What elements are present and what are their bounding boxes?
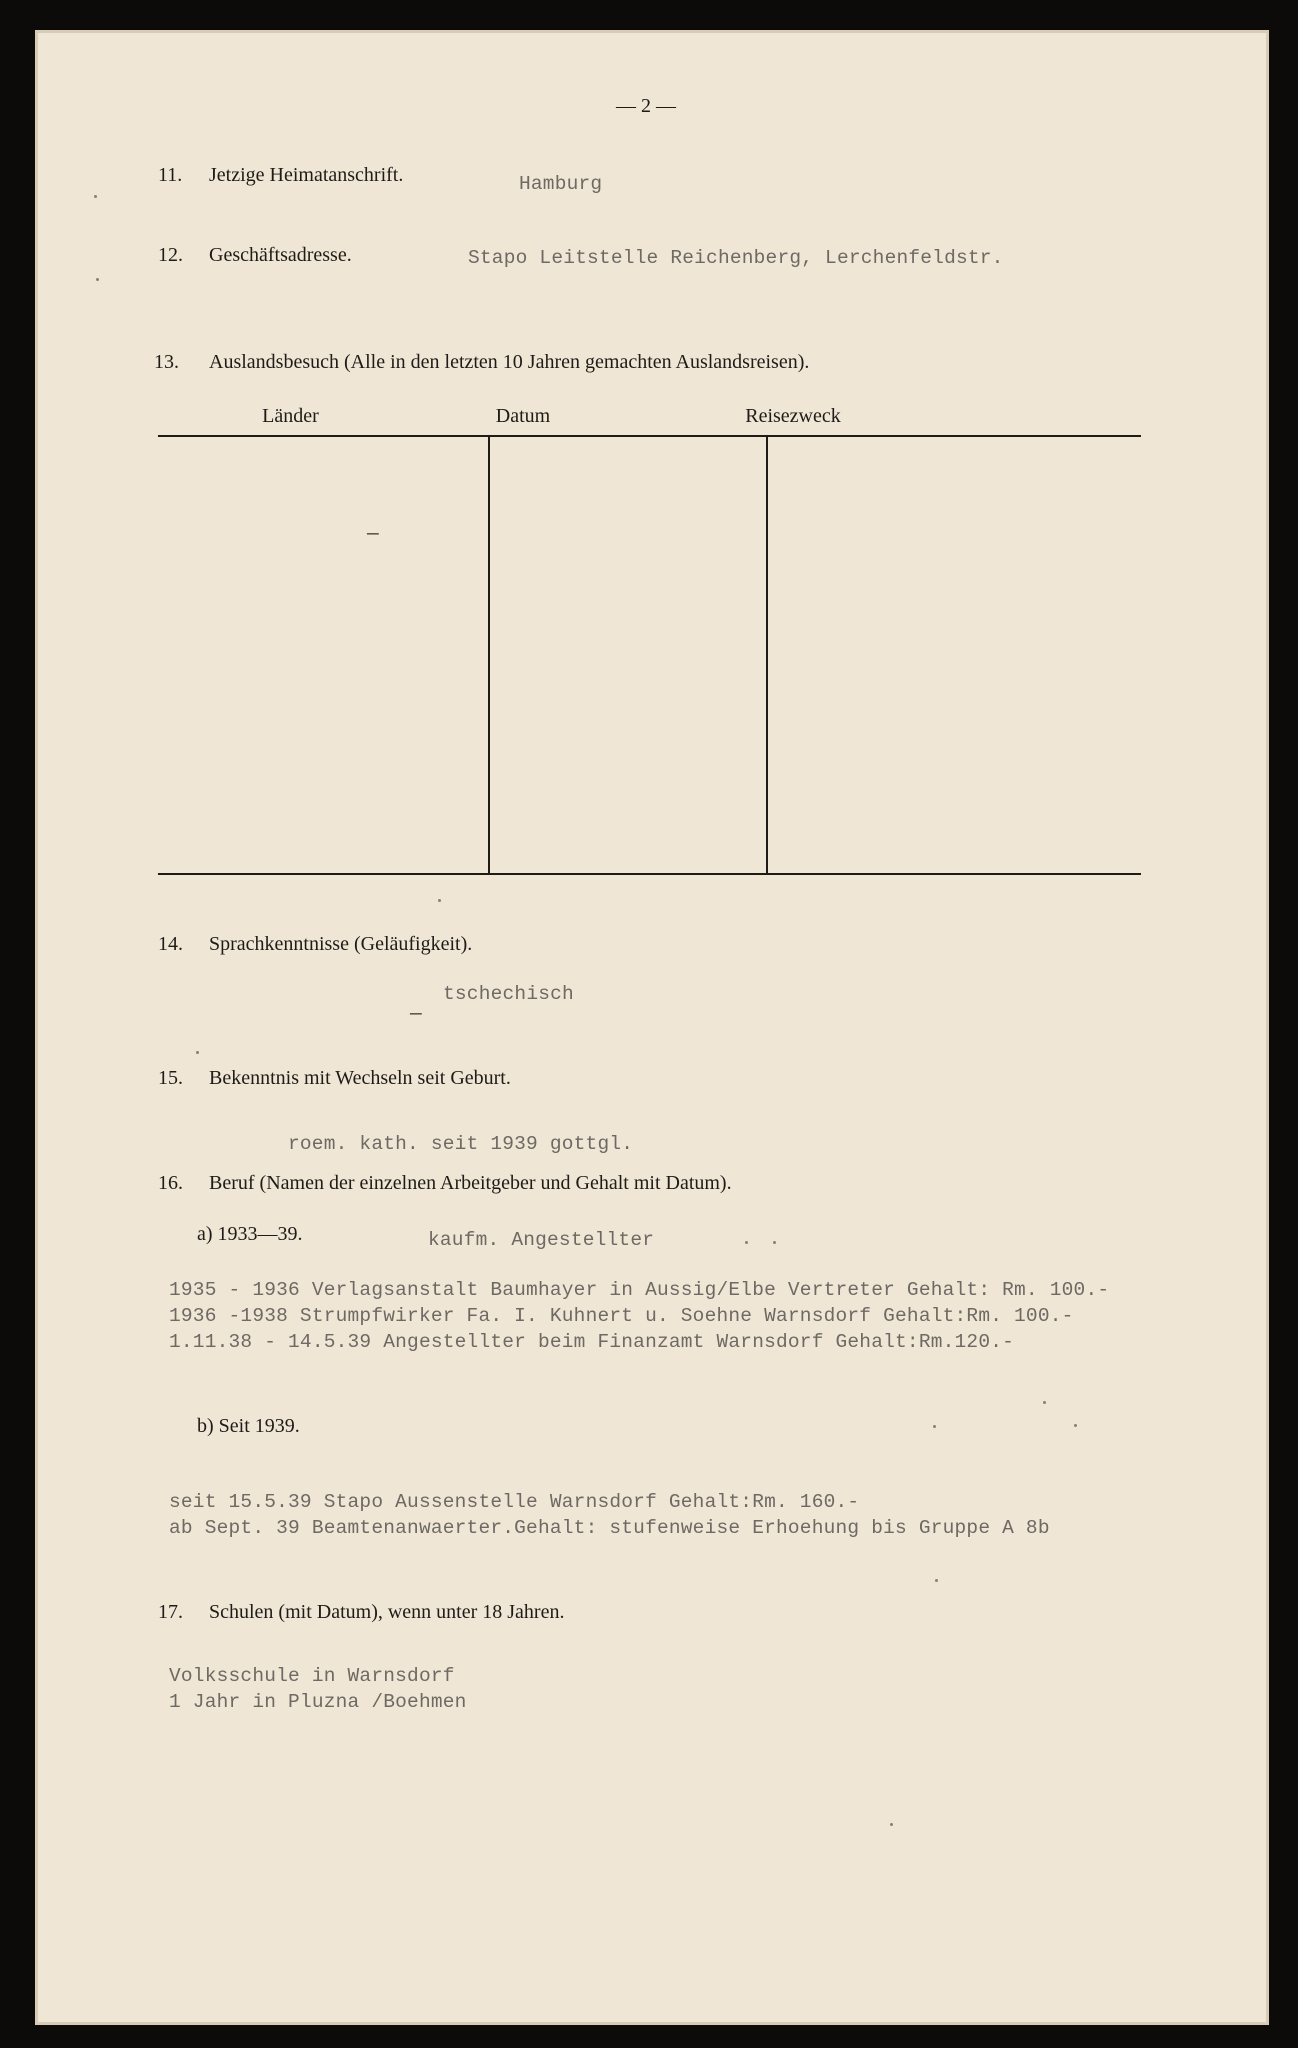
item-17-line-2: 1 Jahr in Pluzna /Boehmen bbox=[169, 1691, 467, 1713]
item-14-mark: — bbox=[410, 1003, 422, 1025]
item-11-answer: Hamburg bbox=[519, 173, 603, 195]
item-16-number: 16. bbox=[158, 1172, 183, 1194]
item-16a-line-2: 1936 -1938 Strumpfwirker Fa. I. Kuhnert u. Soehne Warnsdorf Gehalt:Rm. 100.- bbox=[169, 1305, 1074, 1327]
item-15-answer: roem. kath. seit 1939 gottgl. bbox=[288, 1133, 634, 1155]
item-14-label: Sprachkenntnisse (Geläufigkeit). bbox=[209, 933, 473, 955]
table-column-divider-2 bbox=[766, 437, 768, 873]
table-header-datum: Datum bbox=[495, 405, 551, 427]
item-12-label: Geschäftsadresse. bbox=[209, 244, 352, 266]
page-number: — 2 — bbox=[616, 95, 676, 117]
paper-speck bbox=[1074, 1424, 1077, 1427]
item-16a-label: a) 1933—39. bbox=[197, 1223, 303, 1245]
item-12-number: 12. bbox=[158, 244, 183, 266]
item-16a-line-3: 1.11.38 - 14.5.39 Angestellter beim Finanzamt Warnsdorf Gehalt:Rm.120.- bbox=[169, 1331, 1015, 1353]
item-17-line-1: Volksschule in Warnsdorf bbox=[169, 1665, 455, 1687]
table-entry-dash: — bbox=[367, 523, 379, 545]
item-16b-label: b) Seit 1939. bbox=[197, 1415, 300, 1437]
paper-speck bbox=[94, 195, 97, 198]
paper-speck bbox=[745, 1241, 748, 1244]
paper-speck bbox=[196, 1051, 199, 1054]
item-17-label: Schulen (mit Datum), wenn unter 18 Jahren. bbox=[209, 1601, 565, 1623]
paper-speck bbox=[438, 899, 441, 902]
table-header-reisezweck: Reisezweck bbox=[745, 405, 841, 427]
table-column-divider-1 bbox=[488, 437, 490, 873]
paper-speck bbox=[773, 1241, 776, 1244]
item-15-number: 15. bbox=[158, 1067, 183, 1089]
paper-speck bbox=[96, 278, 99, 281]
paper-speck bbox=[890, 1823, 893, 1826]
item-13-number: 13. bbox=[154, 351, 179, 373]
table-bottom-rule bbox=[158, 873, 1141, 875]
item-11-label: Jetzige Heimatanschrift. bbox=[209, 164, 404, 186]
item-15-label: Bekenntnis mit Wechseln seit Geburt. bbox=[209, 1067, 511, 1089]
item-14-number: 14. bbox=[158, 933, 183, 955]
table-header-laender: Länder bbox=[262, 405, 319, 427]
paper-speck bbox=[933, 1425, 936, 1428]
item-12-answer: Stapo Leitstelle Reichenberg, Lerchenfeldstr. bbox=[468, 247, 1004, 269]
item-14-answer: tschechisch bbox=[443, 983, 574, 1005]
item-16b-line-2: ab Sept. 39 Beamtenanwaerter.Gehalt: stufenweise Erhoehung bis Gruppe A 8b bbox=[169, 1517, 1050, 1539]
paper-speck bbox=[1043, 1401, 1046, 1404]
item-16a-answer: kaufm. Angestellter bbox=[428, 1229, 655, 1251]
item-16b-line-1: seit 15.5.39 Stapo Aussenstelle Warnsdorf Gehalt:Rm. 160.- bbox=[169, 1491, 860, 1513]
item-16-label: Beruf (Namen der einzelnen Arbeitgeber und Gehalt mit Datum). bbox=[209, 1172, 732, 1194]
paper-speck bbox=[935, 1579, 938, 1582]
item-13-label: Auslandsbesuch (Alle in den letzten 10 Jahren gemachten Auslandsreisen). bbox=[209, 351, 810, 373]
item-16a-line-1: 1935 - 1936 Verlagsanstalt Baumhayer in Aussig/Elbe Vertreter Gehalt: Rm. 100.- bbox=[169, 1279, 1110, 1301]
item-17-number: 17. bbox=[158, 1601, 183, 1623]
table-top-rule bbox=[158, 435, 1141, 437]
document-page bbox=[35, 30, 1269, 2025]
item-11-number: 11. bbox=[158, 164, 183, 186]
